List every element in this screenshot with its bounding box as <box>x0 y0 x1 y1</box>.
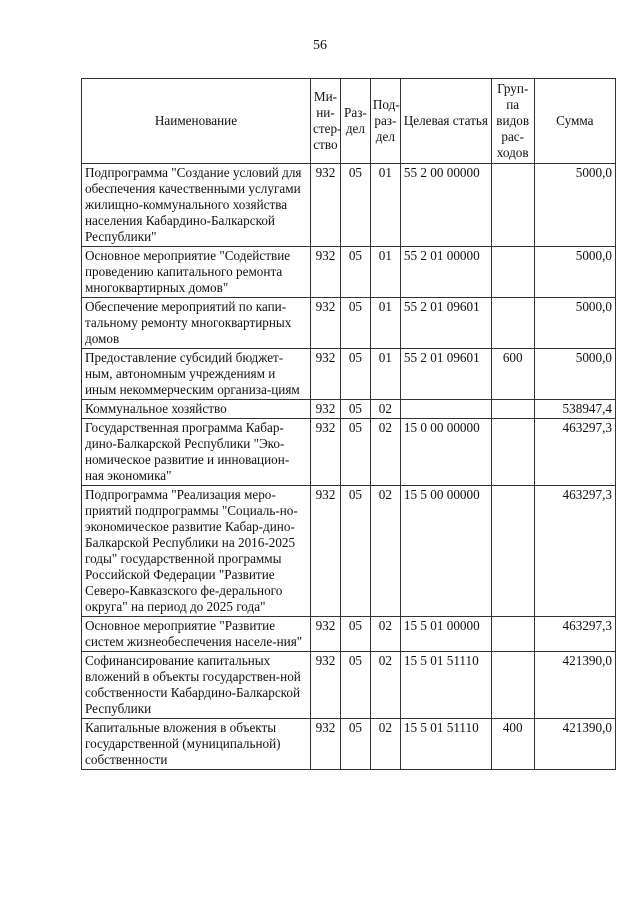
table-row <box>82 652 616 719</box>
row-group <box>491 652 534 719</box>
row-target: 55 2 01 09601 <box>400 298 491 349</box>
row-sum: 421390,0 <box>534 719 615 770</box>
row-name: Государственная программа Кабар-дино-Балкарской Республики "Эко-номическое развитие и инновацион-ная экономика" <box>82 419 311 486</box>
row-target <box>400 400 491 419</box>
table-row <box>82 719 616 770</box>
row-target: 15 5 01 00000 <box>400 617 491 652</box>
row-ministry: 932 <box>311 164 341 247</box>
table-row <box>82 164 616 247</box>
row-section: 05 <box>340 419 370 486</box>
row-group: 600 <box>491 349 534 400</box>
row-group <box>491 617 534 652</box>
row-name: Основное мероприятие "Развитие систем жизнеобеспечения населе-ния" <box>82 617 311 652</box>
row-section: 05 <box>340 247 370 298</box>
row-name: Софинансирование капитальных вложений в объекты государствен-ной собственности Кабардино-Балкарской Республики <box>82 652 311 719</box>
row-sum: 5000,0 <box>534 349 615 400</box>
row-section: 05 <box>340 652 370 719</box>
table-header <box>82 79 616 164</box>
row-sum: 538947,4 <box>534 400 615 419</box>
header-group: Груп-па видов рас-ходов <box>491 79 534 164</box>
row-target: 15 5 01 51110 <box>400 652 491 719</box>
row-target: 15 0 00 00000 <box>400 419 491 486</box>
row-group <box>491 164 534 247</box>
row-sum: 463297,3 <box>534 419 615 486</box>
row-name: Подпрограмма "Реализация меро-приятий подпрограммы "Социаль-но-экономическое развитие Кабар-дино-Балкарской Республики на 2016-2025 годы" государственной программы Российской Федерации "Развитие Северо-Кавказского фе-дерального округа" на период до 2025 года" <box>82 486 311 617</box>
row-sum: 5000,0 <box>534 247 615 298</box>
table-body <box>82 164 616 770</box>
row-name: Подпрограмма "Создание условий для обеспечения качественными услугами жилищно-коммунального хозяйства населения Кабардино-Балкарской Республики" <box>82 164 311 247</box>
row-name: Коммунальное хозяйство <box>82 400 311 419</box>
row-subsection: 02 <box>370 419 400 486</box>
table-row <box>82 298 616 349</box>
row-group <box>491 298 534 349</box>
row-subsection: 01 <box>370 247 400 298</box>
row-group <box>491 486 534 617</box>
row-ministry: 932 <box>311 298 341 349</box>
header-sum: Сумма <box>534 79 615 164</box>
row-group <box>491 247 534 298</box>
row-target: 55 2 01 09601 <box>400 349 491 400</box>
table-row <box>82 247 616 298</box>
row-section: 05 <box>340 400 370 419</box>
row-name: Предоставление субсидий бюджет-ным, автономным учреждениям и иным некоммерческим организа-циям <box>82 349 311 400</box>
header-section: Раз-дел <box>340 79 370 164</box>
row-target: 55 2 00 00000 <box>400 164 491 247</box>
header-name: Наименование <box>82 79 311 164</box>
row-target: 55 2 01 00000 <box>400 247 491 298</box>
row-section: 05 <box>340 164 370 247</box>
row-section: 05 <box>340 349 370 400</box>
row-group <box>491 419 534 486</box>
table-row <box>82 419 616 486</box>
row-ministry: 932 <box>311 617 341 652</box>
row-ministry: 932 <box>311 719 341 770</box>
row-subsection: 01 <box>370 298 400 349</box>
row-ministry: 932 <box>311 486 341 617</box>
row-section: 05 <box>340 486 370 617</box>
row-subsection: 02 <box>370 719 400 770</box>
row-target: 15 5 01 51110 <box>400 719 491 770</box>
row-section: 05 <box>340 298 370 349</box>
row-ministry: 932 <box>311 400 341 419</box>
row-name: Основное мероприятие "Содействие проведению капитального ремонта многоквартирных домов" <box>82 247 311 298</box>
row-subsection: 02 <box>370 617 400 652</box>
row-ministry: 932 <box>311 652 341 719</box>
row-ministry: 932 <box>311 419 341 486</box>
header-ministry: Ми-ни-стер-ство <box>311 79 341 164</box>
row-subsection: 02 <box>370 400 400 419</box>
row-section: 05 <box>340 617 370 652</box>
row-subsection: 02 <box>370 486 400 617</box>
row-sum: 5000,0 <box>534 164 615 247</box>
row-subsection: 02 <box>370 652 400 719</box>
budget-table <box>81 78 616 770</box>
header-target: Целевая статья <box>400 79 491 164</box>
table-row <box>82 617 616 652</box>
row-subsection: 01 <box>370 164 400 247</box>
row-name: Обеспечение мероприятий по капи-тальному ремонту многоквартирных домов <box>82 298 311 349</box>
row-ministry: 932 <box>311 349 341 400</box>
row-name: Капитальные вложения в объекты государственной (муниципальной) собственности <box>82 719 311 770</box>
row-target: 15 5 00 00000 <box>400 486 491 617</box>
table-row <box>82 486 616 617</box>
row-group: 400 <box>491 719 534 770</box>
page-number: 56 <box>313 38 327 53</box>
row-ministry: 932 <box>311 247 341 298</box>
row-sum: 463297,3 <box>534 486 615 617</box>
row-subsection: 01 <box>370 349 400 400</box>
header-subsection: Под-раз-дел <box>370 79 400 164</box>
row-group <box>491 400 534 419</box>
row-section: 05 <box>340 719 370 770</box>
table-row <box>82 349 616 400</box>
row-sum: 5000,0 <box>534 298 615 349</box>
table-row <box>82 400 616 419</box>
row-sum: 421390,0 <box>534 652 615 719</box>
row-sum: 463297,3 <box>534 617 615 652</box>
